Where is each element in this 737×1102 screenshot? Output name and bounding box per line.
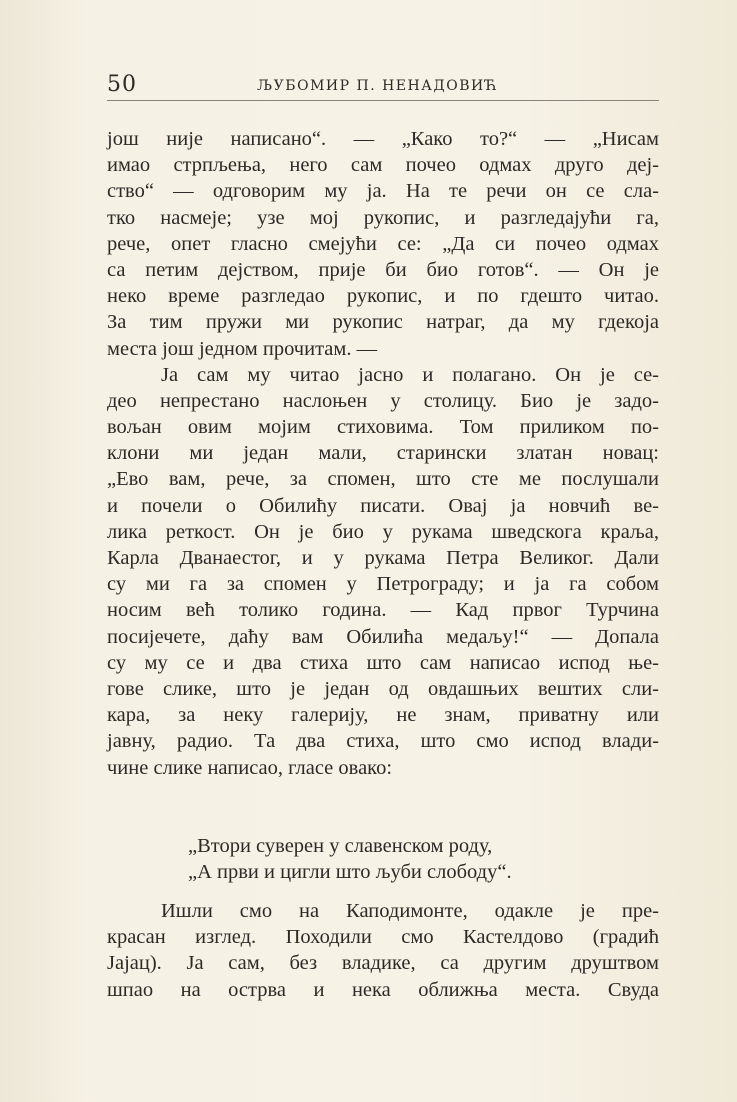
verse-line: „А први и цигли што љуби слободу“. (188, 861, 512, 884)
text-line: красан изглед. Походили смо Кастелдово (градић (107, 926, 659, 949)
text-line: шпао на острва и нека оближња места. Свуда (107, 978, 659, 1001)
text-line: су му се и два стиха што сам написао испод ње- (107, 651, 659, 674)
text-line: „Ево вам, рече, за спомен, што сте ме послушали (107, 468, 659, 491)
text-line: јавну, радио. Та два стиха, што смо испод влади- (107, 730, 659, 753)
verse-line: „Втори суверен у славенском роду, (188, 835, 493, 857)
text-line: места још једном прочитам. — (107, 337, 378, 360)
text-line: рече, опет гласно смејући се: „Да си почео одмах (107, 232, 659, 255)
text-line: ство“ — одговорим му ја. На те речи он се сла- (107, 180, 659, 203)
text-line: Ишли смо на Каподимонте, одакле је пре- (161, 900, 659, 922)
text-line: још није написано“. — „Како то?“ — „Нисам (107, 128, 659, 150)
page-header (107, 72, 659, 101)
text-line: део непрестано наслоњен у столицу. Био је задо- (107, 389, 659, 412)
text-line: гове слике, што је један од овдашњих вештих сли- (107, 677, 659, 700)
text-line: лика реткост. Он је био у рукама шведскога краља, (107, 520, 659, 543)
text-line: Јајац). Ја сам, без владике, са другим друштвом (107, 952, 659, 975)
text-line: тко насмеје; узе мој рукопис, и разгледајући га, (107, 206, 659, 229)
page-number: 50 (107, 72, 137, 97)
text-line: За тим пружи ми рукопис натраг, да му гдекоја (107, 311, 659, 334)
text-line: клони ми један мали, старински златан новац: (107, 442, 659, 465)
text-line: са петим дејством, прије би био готов“. — Он је (107, 258, 659, 281)
text-line: кара, за неку галерију, не знам, приватну или (107, 704, 659, 727)
text-line: носим већ толико година. — Кад првог Турчина (107, 599, 659, 622)
verse-quote (188, 833, 512, 885)
body-text (107, 126, 659, 781)
body-text-continued (107, 898, 659, 1003)
text-line: имао стрпљења, него сам почео одмах друго деј- (107, 154, 659, 177)
text-line: чине слике написао, гласе овако: (107, 756, 393, 779)
text-line: посијечете, даћу вам Обилића медаљу!“ — Допала (107, 625, 659, 648)
text-line: Карла Дванаестог, и у рукама Петра Великог. Дали (107, 547, 659, 569)
text-line: и почели о Обилићу писати. Овај ја новчић ве- (107, 494, 659, 517)
text-line: вољан овим мојим стиховима. Том приликом по- (107, 416, 659, 439)
text-line: неко време разгледао рукопис, и по гдешто читао. (107, 285, 659, 308)
text-line: су ми га за спомен у Петрограду; и ја га собом (107, 573, 659, 596)
running-head: ЉУБОМИР П. НЕНАДОВИЋ (257, 78, 499, 94)
text-line: Ја сам му читао јасно и полагано. Он је се- (161, 363, 659, 386)
